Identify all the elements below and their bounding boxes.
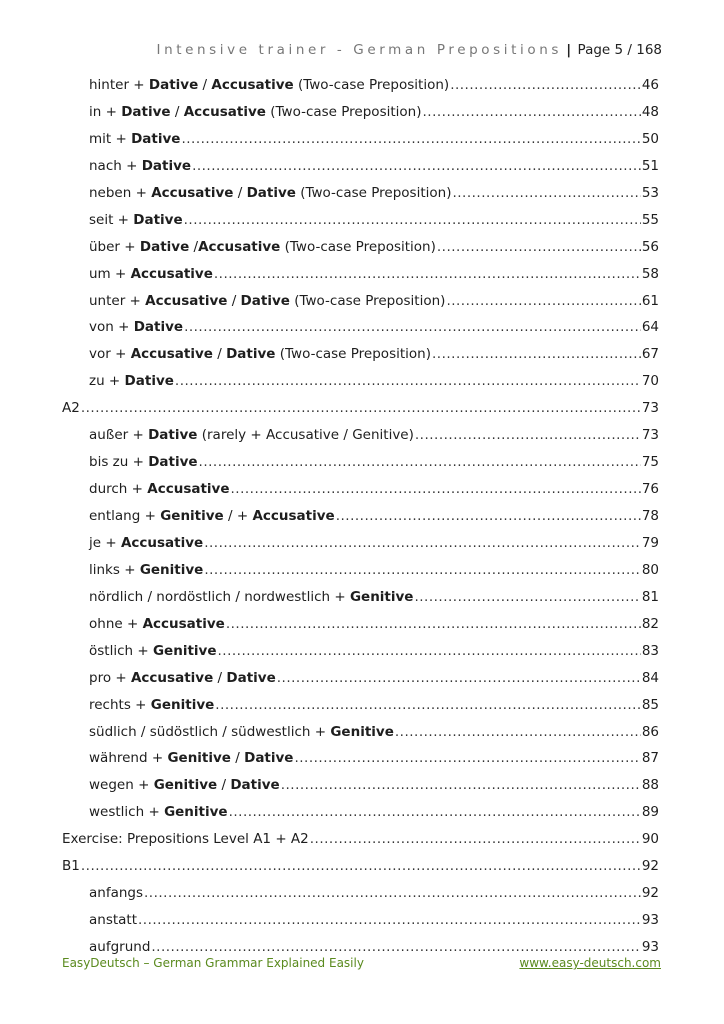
toc-entry-label xyxy=(89,207,183,234)
toc-dot-leader xyxy=(336,503,641,530)
toc-entry-label xyxy=(89,557,203,584)
toc-page-number: 88 xyxy=(641,777,659,794)
toc-entry-label xyxy=(89,719,394,746)
toc-case-keyword: Accusative xyxy=(147,481,230,498)
toc-dot-leader xyxy=(138,907,641,934)
toc-entry-label xyxy=(89,907,137,934)
toc-page-number: 89 xyxy=(641,804,659,821)
toc-case-keyword: Accusative xyxy=(198,238,281,255)
toc-page-number: 56 xyxy=(641,238,659,255)
toc-entry[interactable] xyxy=(62,476,659,503)
toc-entry-label xyxy=(89,234,436,261)
toc-entry[interactable] xyxy=(62,99,659,126)
toc-entry[interactable] xyxy=(62,584,659,611)
toc-case-keyword: Dative xyxy=(226,346,276,363)
toc-entry[interactable] xyxy=(62,395,659,422)
toc-entry-text: pro + xyxy=(89,669,131,686)
toc-entry-text: über + xyxy=(89,238,140,255)
toc-page-number: 73 xyxy=(641,427,659,444)
toc-dot-leader xyxy=(204,530,641,557)
toc-page-number: 64 xyxy=(641,319,659,336)
toc-entry-label xyxy=(89,180,451,207)
toc-case-keyword: Dative xyxy=(244,750,294,767)
toc-entry[interactable] xyxy=(62,880,659,907)
toc-page-number: 79 xyxy=(641,534,659,551)
toc-entry-text: / xyxy=(233,184,247,201)
toc-entry-text: anstatt xyxy=(89,912,138,929)
toc-case-keyword: Dative xyxy=(131,130,181,147)
toc-case-keyword: Accusative xyxy=(151,184,234,201)
toc-case-keyword: Accusative xyxy=(145,292,228,309)
toc-case-keyword: Genitive xyxy=(164,804,228,821)
toc-entry[interactable] xyxy=(62,261,659,288)
toc-page-number: 55 xyxy=(641,211,659,228)
toc-case-keyword: Accusative xyxy=(183,103,266,120)
toc-dot-leader xyxy=(184,314,641,341)
toc-case-keyword: Accusative xyxy=(211,77,294,93)
toc-dot-leader xyxy=(181,126,640,153)
toc-entry-label xyxy=(89,72,449,99)
toc-entry-text: aufgrund xyxy=(89,939,151,955)
toc-case-keyword: Genitive xyxy=(160,508,224,524)
toc-entry-text: unter + xyxy=(89,292,146,309)
toc-case-keyword: Dative xyxy=(148,454,198,471)
toc-dot-leader xyxy=(422,99,640,126)
toc-entry[interactable] xyxy=(62,207,659,234)
toc-page-number: 93 xyxy=(641,912,659,929)
toc-entry-text: (Two-case Preposition) xyxy=(293,77,450,93)
toc-entry-label xyxy=(62,853,80,880)
toc-entry-text: (Two-case Preposition) xyxy=(275,346,431,363)
toc-dot-leader xyxy=(450,72,641,99)
toc-dot-leader xyxy=(231,476,641,503)
toc-entry-text: durch + xyxy=(89,481,148,498)
toc-dot-leader xyxy=(215,692,641,719)
toc-case-keyword: Genitive xyxy=(152,642,217,659)
toc-entry-text: nach + xyxy=(89,157,142,174)
toc-entry-label xyxy=(89,745,293,772)
toc-entry-text: hinter + xyxy=(89,77,149,93)
toc-case-keyword: Dative xyxy=(124,373,174,390)
toc-entry[interactable] xyxy=(62,719,659,746)
toc-entry-text: bis zu + xyxy=(89,454,149,471)
toc-dot-leader xyxy=(415,422,641,449)
toc-entry-text: in + xyxy=(89,103,122,120)
toc-entry-label xyxy=(89,530,203,557)
toc-entry[interactable] xyxy=(62,853,659,880)
toc-entry-label xyxy=(89,288,445,315)
toc-entry-text: um + xyxy=(89,265,131,282)
toc-entry-text: / xyxy=(227,292,241,309)
toc-dot-leader xyxy=(414,584,640,611)
toc-entry[interactable] xyxy=(62,368,659,395)
toc-page-number: 93 xyxy=(641,939,659,955)
toc-entry-text: rechts + xyxy=(89,696,151,713)
toc-case-keyword: Accusative xyxy=(130,346,213,363)
toc-entry-label xyxy=(89,880,143,907)
toc-case-keyword: Dative xyxy=(133,211,183,228)
toc-page-number: 85 xyxy=(641,696,659,713)
toc-entry-text: / xyxy=(230,750,245,767)
toc-entry[interactable] xyxy=(62,799,659,826)
toc-page-number: 70 xyxy=(641,373,659,390)
toc-entry[interactable] xyxy=(62,826,659,853)
toc-entry-text: südlich / südöstlich / südwestlich + xyxy=(89,723,331,740)
toc-case-keyword: Genitive xyxy=(349,588,414,605)
toc-entry-text: je + xyxy=(89,534,121,551)
toc-entry-label xyxy=(89,314,183,341)
toc-entry-label xyxy=(89,368,174,395)
page-footer xyxy=(62,956,661,970)
footer-website-link[interactable]: www.easy-deutsch.com xyxy=(519,956,661,970)
toc-case-keyword: Genitive xyxy=(153,777,218,794)
toc-entry-text: B1 xyxy=(62,858,80,875)
toc-page-number: 92 xyxy=(641,858,659,875)
page-number: Page 5 / 168 xyxy=(577,42,662,58)
toc-entry-label xyxy=(89,126,180,153)
toc-entry-label xyxy=(89,584,413,611)
toc-dot-leader xyxy=(81,853,641,880)
toc-page-number: 86 xyxy=(641,723,659,740)
toc-entry-label xyxy=(62,826,309,853)
toc-page-number: 83 xyxy=(641,642,659,659)
toc-entry-label xyxy=(89,449,198,476)
toc-page-number: 50 xyxy=(641,130,659,147)
page-header xyxy=(156,42,662,58)
toc-page-number: 61 xyxy=(641,292,659,309)
toc-dot-leader xyxy=(395,719,641,746)
toc-case-keyword: Accusative xyxy=(142,615,225,632)
toc-entry-text: von + xyxy=(89,319,134,336)
toc-page-number: 58 xyxy=(641,265,659,282)
toc-entry-label xyxy=(89,261,213,288)
toc-entry[interactable] xyxy=(62,341,659,368)
toc-dot-leader xyxy=(204,557,640,584)
toc-entry-label xyxy=(62,395,80,422)
toc-entry-text: / xyxy=(170,103,184,120)
toc-entry-text: / xyxy=(217,777,231,794)
toc-entry-text: seit + xyxy=(89,211,134,228)
toc-entry-label xyxy=(89,503,335,530)
toc-case-keyword: Dative xyxy=(230,777,280,794)
toc-dot-leader xyxy=(144,880,641,907)
toc-dot-leader xyxy=(446,288,640,315)
toc-dot-leader xyxy=(277,665,641,692)
toc-entry-text: nördlich / nordöstlich / nordwestlich + xyxy=(89,588,350,605)
toc-entry-text: zu + xyxy=(89,373,125,390)
toc-entry-text: wegen + xyxy=(89,777,154,794)
toc-entry[interactable] xyxy=(62,557,659,584)
toc-entry[interactable] xyxy=(62,449,659,476)
toc-case-keyword: Dative xyxy=(121,103,171,120)
toc-entry-text: entlang + xyxy=(89,508,161,524)
toc-entry-text: neben + xyxy=(89,184,152,201)
toc-entry[interactable] xyxy=(62,288,659,315)
toc-entry[interactable] xyxy=(62,665,659,692)
toc-entry[interactable] xyxy=(62,907,659,934)
toc-entry-text: A2 xyxy=(62,400,80,417)
toc-case-keyword: Dative xyxy=(139,238,190,255)
toc-entry[interactable] xyxy=(62,72,659,99)
toc-entry-text: westlich + xyxy=(89,804,165,821)
toc-entry-text: (rarely + Accusative / Genitive) xyxy=(197,427,414,444)
toc-entry[interactable] xyxy=(62,638,659,665)
toc-dot-leader xyxy=(192,153,641,180)
toc-entry[interactable] xyxy=(62,234,659,261)
toc-entry-text: vor + xyxy=(89,346,131,363)
toc-case-keyword: Genitive xyxy=(167,750,231,767)
toc-entry-label xyxy=(89,476,230,503)
toc-entry-label xyxy=(89,153,191,180)
toc-case-keyword: Dative xyxy=(133,319,184,336)
header-separator: | xyxy=(566,42,572,58)
table-of-contents xyxy=(62,72,659,961)
toc-dot-leader xyxy=(229,799,641,826)
toc-dot-leader xyxy=(184,207,641,234)
toc-entry-text: mit + xyxy=(89,130,132,147)
toc-case-keyword: Dative xyxy=(148,427,198,444)
toc-entry-text: / xyxy=(213,669,227,686)
toc-entry[interactable] xyxy=(62,153,659,180)
toc-page-number: 78 xyxy=(641,508,659,524)
toc-page-number: 87 xyxy=(641,750,659,767)
toc-page-number: 75 xyxy=(641,454,659,471)
toc-entry-text: / xyxy=(212,346,227,363)
toc-entry[interactable] xyxy=(62,772,659,799)
toc-page-number: 81 xyxy=(641,588,659,605)
toc-case-keyword: Accusative xyxy=(120,534,204,551)
toc-entry-text: / + xyxy=(223,508,253,524)
footer-tagline: EasyDeutsch – German Grammar Explained Easily xyxy=(62,956,364,970)
toc-entry-text: / xyxy=(198,77,212,93)
toc-page-number: 48 xyxy=(641,103,659,120)
toc-dot-leader xyxy=(281,772,641,799)
document-title: Intensive trainer - German Prepositions xyxy=(156,42,562,58)
toc-page-number: 67 xyxy=(641,346,659,363)
toc-page-number: 53 xyxy=(641,184,659,201)
toc-case-keyword: Accusative xyxy=(130,265,213,282)
toc-entry-text: ohne + xyxy=(89,615,143,632)
toc-case-keyword: Dative xyxy=(148,77,199,93)
toc-page-number: 46 xyxy=(641,77,659,93)
toc-case-keyword: Accusative xyxy=(130,669,214,686)
toc-page-number: 84 xyxy=(641,669,659,686)
toc-dot-leader xyxy=(226,611,641,638)
toc-entry-text: (Two-case Preposition) xyxy=(265,103,422,120)
toc-entry[interactable] xyxy=(62,745,659,772)
toc-dot-leader xyxy=(294,745,640,772)
toc-case-keyword: Dative xyxy=(246,184,296,201)
toc-entry[interactable] xyxy=(62,530,659,557)
toc-entry-label xyxy=(89,422,414,449)
toc-case-keyword: Dative xyxy=(240,292,290,309)
toc-dot-leader xyxy=(214,261,641,288)
toc-entry[interactable] xyxy=(62,503,659,530)
toc-dot-leader xyxy=(432,341,641,368)
toc-entry-text: östlich + xyxy=(89,642,153,659)
toc-page-number: 76 xyxy=(641,481,659,498)
toc-case-keyword: Genitive xyxy=(139,561,204,578)
toc-case-keyword: Genitive xyxy=(330,723,394,740)
toc-dot-leader xyxy=(452,180,640,207)
toc-page-number: 51 xyxy=(641,157,659,174)
toc-page-number: 82 xyxy=(641,615,659,632)
toc-entry-label xyxy=(89,611,225,638)
toc-entry-label xyxy=(89,99,421,126)
toc-entry[interactable] xyxy=(62,126,659,153)
toc-dot-leader xyxy=(217,638,640,665)
toc-page-number: 80 xyxy=(641,561,659,578)
toc-entry-label xyxy=(89,772,280,799)
toc-entry-text: (Two-case Preposition) xyxy=(280,238,436,255)
toc-entry-text: / xyxy=(189,238,199,255)
toc-entry[interactable] xyxy=(62,692,659,719)
toc-entry-text: außer + xyxy=(89,427,149,444)
toc-entry-text: (Two-case Preposition) xyxy=(289,292,446,309)
toc-entry-label xyxy=(89,665,276,692)
toc-case-keyword: Accusative xyxy=(252,508,335,524)
toc-case-keyword: Dative xyxy=(226,669,276,686)
toc-entry-label xyxy=(89,692,214,719)
toc-dot-leader xyxy=(199,449,641,476)
toc-entry-text: (Two-case Preposition) xyxy=(295,184,452,201)
toc-page-number: 90 xyxy=(641,831,659,848)
toc-dot-leader xyxy=(175,368,641,395)
toc-entry-label xyxy=(89,799,228,826)
toc-entry-text: während + xyxy=(89,750,168,767)
toc-dot-leader xyxy=(437,234,641,261)
toc-page-number: 92 xyxy=(641,885,659,902)
toc-entry-label xyxy=(89,638,216,665)
toc-entry-text: links + xyxy=(89,561,140,578)
toc-entry-text: anfangs xyxy=(89,885,144,902)
toc-dot-leader xyxy=(310,826,641,853)
toc-entry-text: Exercise: Prepositions Level A1 + A2 xyxy=(62,831,309,848)
toc-entry[interactable] xyxy=(62,180,659,207)
toc-case-keyword: Dative xyxy=(141,157,192,174)
toc-page-number: 73 xyxy=(641,400,659,417)
toc-entry[interactable] xyxy=(62,314,659,341)
toc-case-keyword: Genitive xyxy=(150,696,215,713)
toc-dot-leader xyxy=(81,395,641,422)
toc-entry[interactable] xyxy=(62,422,659,449)
toc-entry-label xyxy=(89,341,431,368)
toc-entry[interactable] xyxy=(62,611,659,638)
